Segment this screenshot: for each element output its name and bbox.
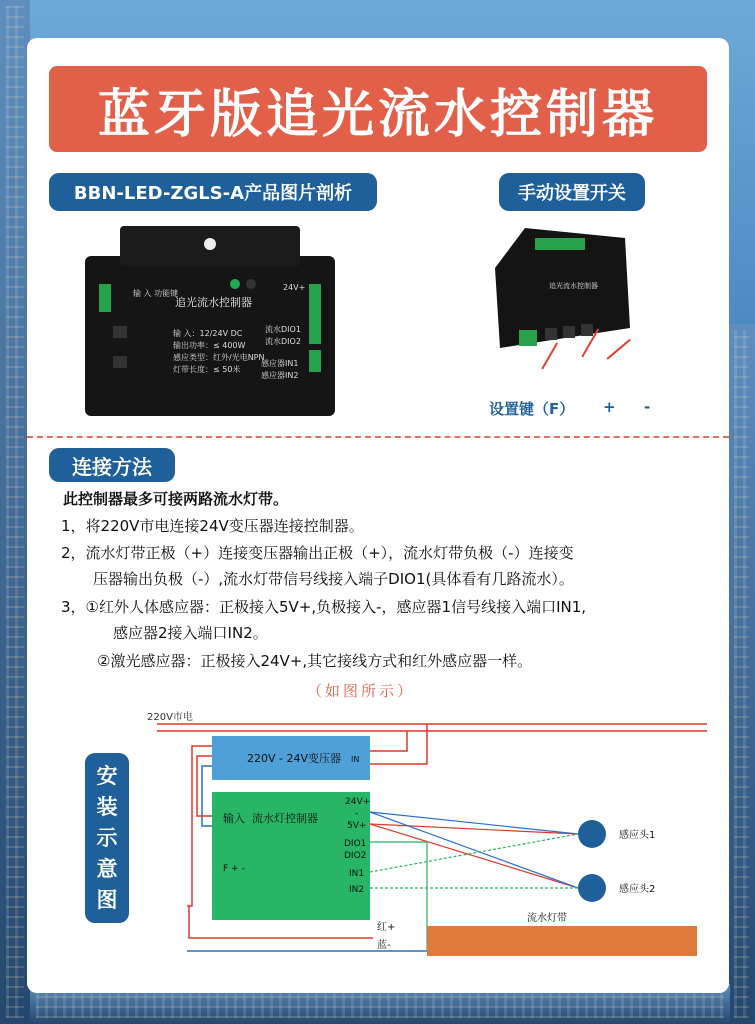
sensor-1-label: 感应头1 — [619, 830, 656, 841]
controller-keys-label: F + - — [223, 864, 245, 874]
minus-key-label: - — [644, 398, 651, 416]
device-name-text: 追光流水控制器 — [175, 296, 252, 309]
sensor-2-label: 感应头2 — [619, 884, 656, 895]
port-dio1: DIO1 — [344, 839, 367, 849]
step-3-laser: ②激光感应器：正极接入24V+,其它接线方式和红外感应器一样。 — [97, 652, 533, 670]
small-device-name: 追光流水控制器 — [549, 282, 598, 290]
install-label-char: 示 — [96, 825, 118, 850]
controller-switch-photo — [495, 228, 635, 358]
diagram-note: （如图所示） — [307, 682, 416, 700]
device-spec-4: 灯带长度：≤ 50米 — [173, 365, 241, 374]
port-in1: IN1 — [349, 869, 365, 879]
led-strip-box — [427, 926, 697, 956]
set-key-label: 设置键（F） — [489, 400, 575, 418]
device-spec-3: 感应类型：红外/光电NPN — [173, 353, 265, 362]
device-port-2: 流水DIO2 — [265, 337, 301, 346]
install-label-char: 意 — [96, 856, 118, 881]
section-switch-heading: 手动设置开关 — [499, 173, 645, 211]
wiring-diagram — [127, 706, 727, 956]
port-5v: 5V+ — [347, 821, 367, 831]
led-strip-label: 流水灯带 — [527, 913, 567, 924]
device-port-3: 感应器IN1 — [261, 359, 299, 368]
device-side-label: 24V+ — [283, 283, 306, 292]
port-minus: - — [355, 809, 359, 819]
device-port-1: 流水DIO1 — [265, 325, 301, 334]
port-dio2: DIO2 — [344, 851, 367, 861]
plus-key-label: + — [603, 398, 616, 416]
device-spec-1: 输 入：12/24V DC — [173, 329, 243, 338]
transformer-in-label: IN — [351, 755, 360, 764]
sensor-2 — [578, 874, 606, 902]
install-label-char: 装 — [96, 794, 118, 819]
page-title: 蓝牙版追光流水控制器 — [49, 66, 707, 152]
step-2-cont: 压器输出负极（-）,流水灯带信号线接入端子DIO1(具体看有几路流水）。 — [93, 570, 574, 588]
transformer-label: 220V - 24V变压器 — [247, 752, 342, 765]
blue-minus-label: 蓝- — [377, 940, 391, 951]
background-building — [728, 324, 755, 1024]
controller-label: 流水灯控制器 — [252, 812, 318, 825]
step-2: 2，流水灯带正极（+）连接变压器输出正极（+），流水灯带负极（-）连接变 — [61, 544, 574, 562]
red-plus-label: 红+ — [377, 922, 396, 933]
device-input-label: 输 入 功能键 — [133, 289, 179, 298]
content-card — [27, 38, 729, 993]
connect-intro: 此控制器最多可接两路流水灯带。 — [63, 490, 289, 508]
port-24v: 24V+ — [345, 797, 371, 807]
step-3-cont: 感应器2接入端口IN2。 — [113, 624, 268, 642]
controller-input-label: 输入 — [223, 812, 245, 825]
step-1: 1，将220V市电连接24V变压器连接控制器。 — [61, 517, 364, 535]
install-label-char: 安 — [96, 763, 118, 788]
port-in2: IN2 — [349, 885, 365, 895]
section-connect-heading: 连接方法 — [49, 448, 175, 482]
install-diagram-label — [85, 753, 129, 923]
section-product-heading: BBN-LED-ZGLS-A产品图片剖析 — [49, 173, 377, 211]
mains-label: 220V市电 — [147, 712, 193, 723]
sensor-1 — [578, 820, 606, 848]
install-label-char: 图 — [96, 887, 118, 912]
controller-product-photo — [85, 226, 335, 416]
device-spec-2: 输出功率：≤ 400W — [173, 341, 246, 350]
background-building — [0, 0, 30, 1024]
device-port-4: 感应器IN2 — [261, 371, 299, 380]
step-3: 3，①红外人体感应器：正极接入5V+,负极接入-，感应器1信号线接入端口IN1, — [61, 598, 587, 616]
section-divider — [27, 436, 729, 438]
